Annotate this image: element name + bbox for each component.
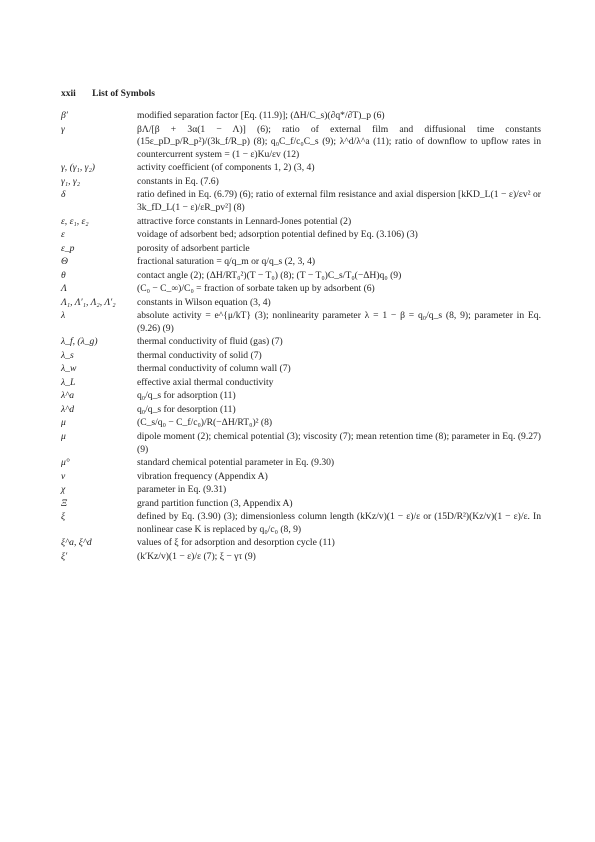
definition: porosity of adsorbent particle [137, 242, 250, 254]
symbol-entry [61, 404, 541, 417]
symbol-entry [61, 310, 541, 335]
page-number: xxii [61, 89, 76, 99]
symbol: μ° [61, 457, 70, 469]
symbol-entry [61, 283, 541, 296]
symbol-list [61, 110, 541, 564]
definition: dipole moment (2); chemical potential (3); viscosity (7); mean retention time (8); parameter in Eq. (9.27) (9) [137, 430, 541, 455]
symbol: θ [61, 269, 66, 281]
symbol: ε, ε₁, ε₂ [61, 215, 89, 227]
definition: absolute activity = e^{μ/kT} (3); nonlinearity parameter λ = 1 − β = q₀/q_s (8, 9); parameter in Eq. (9.26) (9) [137, 310, 541, 334]
symbol-entry [61, 176, 541, 189]
definition: grand partition function (3, Appendix A) [137, 497, 293, 509]
symbol: ν [61, 470, 66, 482]
symbol-entry [61, 110, 541, 123]
symbol: ξ [61, 511, 66, 523]
definition: βΛ/[β + 3α(1 − Λ)] (6); ratio of external film and diffusional time constants (15ε_pD_p/R_p²)/(3k_f/R_p) (8); q₀C_f/c₀C_s (9); λ^d/λ^a (11); ratio of downflow to upflow rates in countercurrent system = (1 − ε)Ku/εv (12) [137, 123, 541, 160]
symbol: μ [61, 430, 66, 442]
symbol: ε_p [61, 242, 75, 254]
symbol-entry [61, 498, 541, 511]
definition: attractive force constants in Lennard-Jones potential (2) [137, 215, 352, 227]
definition: effective axial thermal conductivity [137, 376, 274, 388]
definition: parameter in Eq. (9.31) [137, 484, 227, 496]
symbol: Ξ [61, 497, 68, 509]
symbol: γ [61, 123, 65, 135]
symbol-entry [61, 336, 541, 349]
symbol: λ_s [61, 349, 74, 361]
symbol-entry [61, 431, 541, 456]
symbol-entry [61, 350, 541, 363]
symbol: Λ₁, Λ′₁, Λ₂, Λ′₂ [61, 296, 116, 308]
definition: values of ξ for adsorption and desorption cycle (11) [137, 537, 335, 549]
symbol: ξ^a, ξ^d [61, 537, 92, 549]
symbol: Θ [61, 256, 68, 268]
definition: activity coefficient (of components 1, 2) (3, 4) [137, 162, 315, 174]
symbol-entry [61, 216, 541, 229]
symbol-entry [61, 189, 541, 214]
symbol: ξ′ [61, 550, 68, 562]
symbol-entry [61, 124, 541, 162]
definition: defined by Eq. (3.90) (3); dimensionless column length (kKz/v)(1 − ε)/ε or (15D/R²)(Kz/v)(1 − ε)/ε. In nonlinear case K is replaced by q₀/c₀ (8, 9) [137, 511, 541, 535]
definition: contact angle (2); (ΔH/RT₀²)(T − T₀) (8); (T − T₀)C_s/T₀(−ΔH)q₀ (9) [137, 269, 402, 281]
definition: (C₀ − C_∞)/C₀ = fraction of sorbate taken up by adsorbent (6) [137, 283, 375, 295]
running-header [61, 89, 155, 99]
symbol-entry [61, 390, 541, 403]
definition: constants in Wilson equation (3, 4) [137, 296, 271, 308]
symbol: ε [61, 229, 65, 241]
symbol-entry [61, 511, 541, 536]
symbol-entry [61, 484, 541, 497]
definition: constants in Eq. (7.6) [137, 175, 219, 187]
definition: q₀/q_s for desorption (11) [137, 403, 236, 415]
symbol: γ, (γ₁, γ₂) [61, 162, 95, 174]
definition: modified separation factor [Eq. (11.9)]; (ΔH/C_s)(∂q*/∂T)_p (6) [137, 110, 385, 121]
symbol-entry [61, 377, 541, 390]
symbol: λ^a [61, 390, 74, 402]
symbol: δ [61, 189, 66, 201]
symbol: λ_f, (λ_g) [61, 336, 98, 348]
symbol: λ^d [61, 403, 74, 415]
symbol-entry [61, 417, 541, 430]
definition: thermal conductivity of column wall (7) [137, 363, 291, 375]
symbol-entry [61, 256, 541, 269]
symbol: β′ [61, 110, 68, 121]
symbol-entry [61, 471, 541, 484]
symbol: λ [61, 310, 66, 322]
symbol: χ [61, 484, 66, 496]
symbol-entry [61, 551, 541, 564]
symbol-entry [61, 229, 541, 242]
symbol-entry [61, 297, 541, 310]
symbol: Λ [61, 283, 67, 295]
definition: q₀/q_s for adsorption (11) [137, 390, 236, 402]
symbol-entry [61, 457, 541, 470]
symbol: λ_L [61, 376, 76, 388]
symbol-entry [61, 243, 541, 256]
definition: ratio defined in Eq. (6.79) (6); ratio of external film resistance and axial dispersion [kKD_L(1 − ε)/εv² or 3k_fD_L(1 − ε)/εR_pv²] (8) [137, 189, 541, 214]
definition: (k′Kz/v)(1 − ε)/ε (7); ξ − γτ (9) [137, 550, 256, 562]
header-title: List of Symbols [92, 89, 155, 99]
definition: (C_s/q₀ − C_f/c₀)/R(−ΔH/RT₀)² (8) [137, 417, 273, 429]
definition: standard chemical potential parameter in Eq. (9.30) [137, 457, 335, 469]
definition: thermal conductivity of fluid (gas) (7) [137, 336, 283, 348]
symbol-entry [61, 270, 541, 283]
definition: thermal conductivity of solid (7) [137, 349, 262, 361]
symbol-entry [61, 162, 541, 175]
symbol-entry [61, 363, 541, 376]
symbol: λ_w [61, 363, 77, 375]
symbol: γ₁, γ₂ [61, 175, 81, 187]
definition: fractional saturation = q/q_m or q/q_s (2, 3, 4) [137, 256, 316, 268]
definition: vibration frequency (Appendix A) [137, 470, 268, 482]
symbol-entry [61, 537, 541, 550]
definition: voidage of adsorbent bed; adsorption potential defined by Eq. (3.106) (3) [137, 229, 418, 241]
symbol: μ [61, 417, 66, 429]
